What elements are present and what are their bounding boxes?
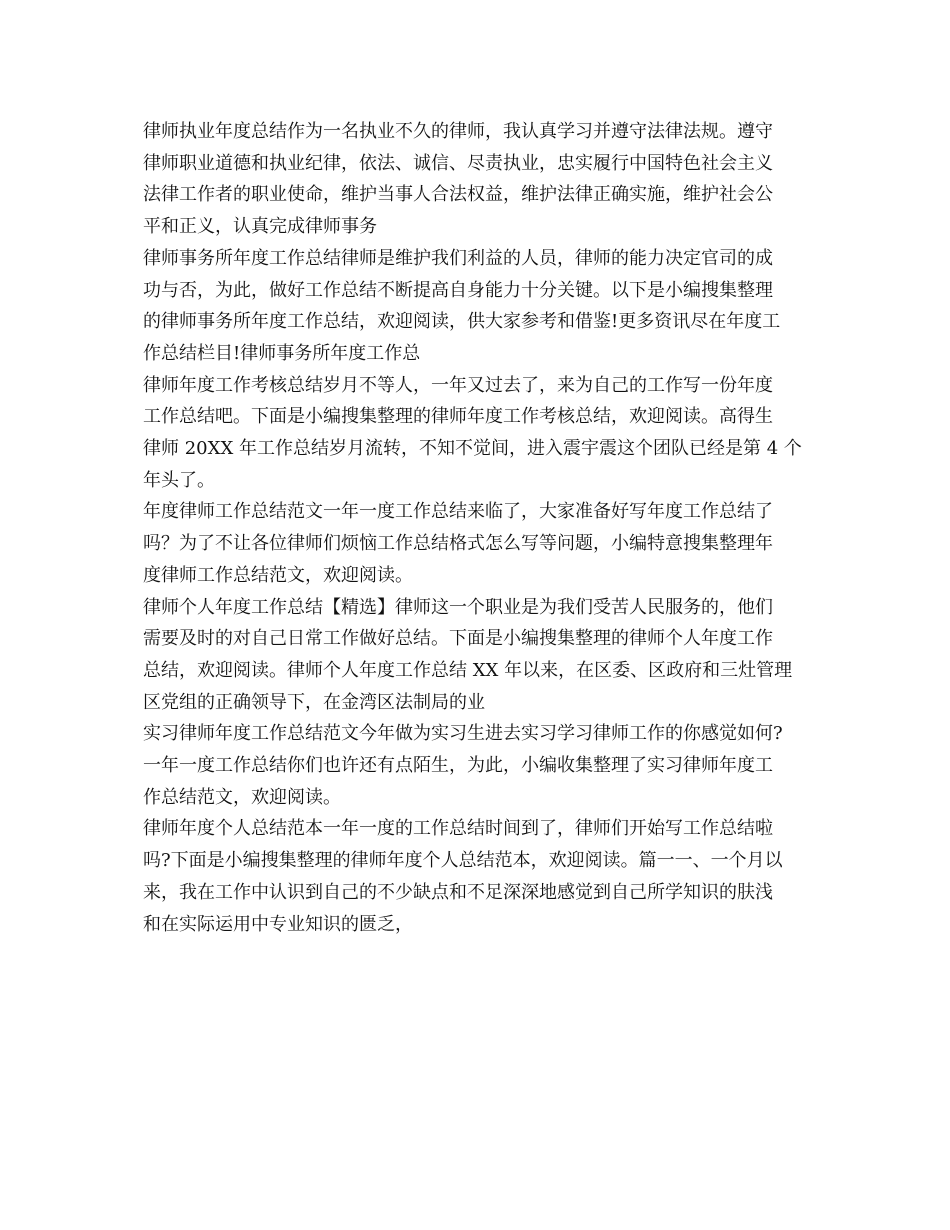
text-line: 律师年度个人总结范本一年一度的工作总结时间到了，律师们开始写工作总结啦 [143, 818, 773, 840]
text-line: 总结，欢迎阅读。律师个人年度工作总结 XX 年以来，在区委、区政府和三灶管理 [143, 659, 793, 681]
text-line: 工作总结吧。下面是小编搜集整理的律师年度工作考核总结，欢迎阅读。高得生 [143, 406, 773, 428]
text-line: 来，我在工作中认识到自己的不少缺点和不足深深地感觉到自己所学知识的肤浅 [143, 881, 773, 903]
text-line: 律师 20XX 年工作总结岁月流转，不知不觉间，进入震宇震这个团队已经是第 4 个 [143, 438, 802, 460]
paragraph [143, 243, 808, 370]
paragraph [143, 496, 808, 591]
text-line: 需要及时的对自己日常工作做好总结。下面是小编搜集整理的律师个人年度工作 [143, 628, 773, 650]
paragraph [143, 370, 808, 497]
paragraph [143, 813, 808, 940]
text-line: 一年一度工作总结你们也许还有点陌生，为此，小编收集整理了实习律师年度工 [143, 755, 773, 777]
text-line: 律师年度工作考核总结岁月不等人，一年又过去了，来为自己的工作写一份年度 [143, 374, 773, 396]
text-line: 作总结范文，欢迎阅读。 [143, 786, 341, 808]
text-line: 年度律师工作总结范文一年一度工作总结来临了，大家准备好写年度工作总结了 [143, 501, 773, 523]
document-body [143, 116, 808, 940]
text-line: 和在实际运用中专业知识的匮乏， [143, 913, 413, 935]
paragraph [143, 592, 808, 719]
text-line: 功与否，为此，做好工作总结不断提高自身能力十分关键。以下是小编搜集整理 [143, 279, 773, 301]
text-line: 实习律师年度工作总结范文今年做为实习生进去实习学习律师工作的你感觉如何? [143, 723, 783, 745]
text-line: 平和正义，认真完成律师事务 [143, 216, 377, 238]
text-line: 律师执业年度总结作为一名执业不久的律师，我认真学习并遵守法律法规。遵守 [143, 121, 773, 142]
text-line: 律师事务所年度工作总结律师是维护我们利益的人员，律师的能力决定官司的成 [143, 247, 773, 269]
text-line: 律师个人年度工作总结【精选】律师这一个职业是为我们受苦人民服务的，他们 [143, 596, 773, 618]
text-line: 律师职业道德和执业纪律，依法、诚信、尽责执业，忠实履行中国特色社会主义 [143, 152, 773, 174]
text-line: 度律师工作总结范文，欢迎阅读。 [143, 564, 413, 586]
paragraph [143, 718, 808, 813]
text-line: 年头了。 [143, 469, 215, 491]
text-line: 作总结栏目!律师事务所年度工作总 [143, 342, 421, 364]
text-line: 吗？为了不让各位律师们烦恼工作总结格式怎么写等问题，小编特意搜集整理年 [143, 533, 773, 555]
text-line: 法律工作者的职业使命，维护当事人合法权益，维护法律正确实施，维护社会公 [143, 184, 773, 206]
paragraph [143, 116, 808, 243]
text-line: 区党组的正确领导下，在金湾区法制局的业 [143, 691, 485, 713]
text-line: 的律师事务所年度工作总结，欢迎阅读，供大家参考和借鉴!更多资讯尽在年度工 [143, 311, 781, 333]
text-line: 吗?下面是小编搜集整理的律师年度个人总结范本，欢迎阅读。篇一一、一个月以 [143, 850, 783, 872]
